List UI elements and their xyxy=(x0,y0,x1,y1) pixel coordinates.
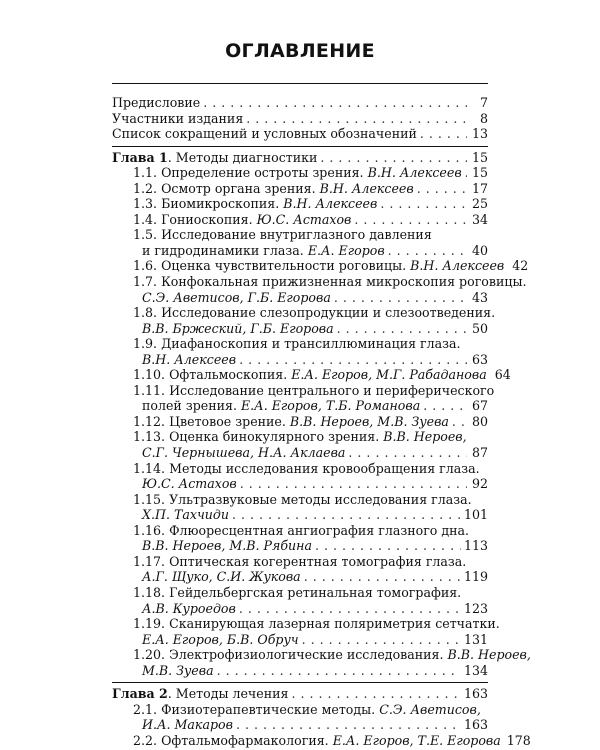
section-title: Офтальмоскопия. xyxy=(169,367,288,383)
front-matter xyxy=(112,95,488,142)
leader-dots xyxy=(217,663,461,679)
chapter-heading[interactable] xyxy=(112,150,488,166)
toc-entry-continuation[interactable] xyxy=(112,538,488,554)
toc-page-number: 8 xyxy=(479,110,488,126)
toc-page-number: 92 xyxy=(471,476,488,492)
section-author: М.В. Зуева xyxy=(142,662,214,678)
leader-dots xyxy=(465,165,467,181)
toc-page-number: 42 xyxy=(512,258,529,274)
section-number: 1.5. xyxy=(133,227,158,243)
section-author: В.В. Нероев, М.В. Зуева xyxy=(289,413,449,429)
chapter-title: . Методы лечения xyxy=(167,686,289,702)
toc-entry-continuation[interactable] xyxy=(112,445,488,461)
section-author: Е.А. Егоров, Б.В. Обруч xyxy=(142,631,299,647)
table-of-contents xyxy=(112,95,531,748)
toc-page-number: 178 xyxy=(506,732,531,748)
section-number: 1.3. xyxy=(133,196,158,212)
section-number: 1.15. xyxy=(133,491,166,507)
section-author: В.Н. Алексеев xyxy=(283,196,378,212)
section-title: Оценка чувствительности роговицы. xyxy=(161,258,407,274)
section-number: 1.20. xyxy=(133,647,166,663)
leader-dots xyxy=(315,538,461,554)
leader-dots xyxy=(348,445,467,461)
leader-dots xyxy=(354,212,467,228)
toc-entry[interactable] xyxy=(112,492,488,508)
section-author: С.Э. Аветисов, Г.Б. Егорова xyxy=(142,289,331,305)
chapter-label: Глава 2 xyxy=(112,686,168,702)
toc-entry[interactable] xyxy=(112,95,488,111)
section-title: Гейдельбергская ретинальная томография. xyxy=(169,584,462,600)
section-author: А.В. Куроедов xyxy=(142,600,236,616)
toc-page-number: 123 xyxy=(463,600,488,616)
section-author: Е.А. Егоров xyxy=(307,242,385,258)
leader-dots xyxy=(417,181,467,197)
leader-dots xyxy=(246,111,467,127)
section-title: Осмотр органа зрения. xyxy=(161,180,316,196)
section-title-cont: и гидродинамики глаза. xyxy=(142,242,304,258)
toc-entry-continuation[interactable] xyxy=(112,476,488,492)
section-title: Физиотерапевтические методы. xyxy=(161,701,376,717)
toc-entry-continuation[interactable] xyxy=(112,321,488,337)
toc-entry-continuation[interactable] xyxy=(112,569,488,585)
section-author: В.Н. Алексеев xyxy=(410,258,505,274)
leader-dots xyxy=(388,243,467,259)
toc-page-number: 113 xyxy=(463,538,488,554)
section-title: Конфокальная прижизненная микроскопия роговицы. xyxy=(161,274,527,290)
section-number: 1.1. xyxy=(133,165,158,181)
chapter-1 xyxy=(112,149,531,679)
title-divider xyxy=(112,83,488,84)
toc-entry[interactable] xyxy=(112,212,488,228)
toc-entry[interactable] xyxy=(112,367,511,383)
toc-entry-continuation[interactable] xyxy=(112,243,488,259)
toc-entry-title: Участники издания xyxy=(112,110,244,126)
toc-entry[interactable] xyxy=(112,382,495,399)
page-title: ОГЛАВЛЕНИЕ xyxy=(225,40,375,62)
section-author: Х.П. Тахчиди xyxy=(142,507,230,523)
toc-page-number: 13 xyxy=(471,126,488,142)
leader-dots xyxy=(203,95,467,111)
section-author: В.В. Нероев, М.В. Рябина xyxy=(142,538,312,554)
section-author: Е.А. Егоров, М.Г. Рабаданова xyxy=(291,367,487,383)
chapter-title: . Методы диагностики xyxy=(167,149,318,165)
toc-entry[interactable] xyxy=(112,702,488,718)
toc-entry[interactable] xyxy=(112,336,488,352)
toc-entry[interactable] xyxy=(112,305,496,321)
section-title: Офтальмофармакология. xyxy=(161,732,329,748)
leader-dots xyxy=(337,321,467,337)
toc-page-number: 15 xyxy=(471,165,488,181)
toc-entry[interactable] xyxy=(112,274,527,290)
toc-entry[interactable] xyxy=(112,126,488,142)
section-title-cont: полей зрения. xyxy=(142,398,237,414)
toc-entry-continuation[interactable] xyxy=(112,507,488,523)
section-author: Е.А. Егоров, Т.Е. Егорова xyxy=(332,732,501,748)
section-author: В.Н. Алексеев xyxy=(367,165,462,181)
toc-page-number: 87 xyxy=(471,445,488,461)
toc-entry[interactable] xyxy=(112,258,529,274)
section-number: 1.19. xyxy=(133,616,166,632)
toc-page-number: 163 xyxy=(463,717,488,733)
section-divider xyxy=(112,146,488,147)
toc-entry[interactable] xyxy=(112,111,488,127)
toc-page-number: 119 xyxy=(463,569,488,585)
toc-entry-continuation[interactable] xyxy=(112,717,488,733)
section-title: Диафаноскопия и трансиллюминация глаза. xyxy=(161,336,461,352)
section-number: 1.4. xyxy=(133,211,158,227)
toc-entry[interactable] xyxy=(112,414,488,430)
section-author: В.В. Нероев, xyxy=(383,429,467,445)
toc-entry-title: Список сокращений и условных обозначений xyxy=(112,126,417,142)
section-author: В.В. Нероев, xyxy=(447,647,531,663)
toc-page-number: 134 xyxy=(463,662,488,678)
leader-dots xyxy=(320,150,467,166)
leader-dots xyxy=(423,398,467,414)
section-title: Гониоскопия. xyxy=(161,211,253,227)
section-number: 1.9. xyxy=(133,336,158,352)
section-number: 1.16. xyxy=(133,522,166,538)
section-number: 1.10. xyxy=(133,367,166,383)
section-title: Определение остроты зрения. xyxy=(161,165,364,181)
section-number: 2.1. xyxy=(133,701,158,717)
section-number: 1.2. xyxy=(133,180,158,196)
leader-dots xyxy=(240,476,467,492)
toc-page-number: 34 xyxy=(471,211,488,227)
section-number: 1.7. xyxy=(133,274,158,290)
section-title: Флюоресцентная ангиография глазного дна. xyxy=(169,522,470,538)
toc-page-number: 163 xyxy=(463,686,488,702)
toc-entry[interactable] xyxy=(112,647,531,663)
section-number: 1.17. xyxy=(133,553,166,569)
toc-entry[interactable] xyxy=(112,165,488,181)
leader-dots xyxy=(302,632,461,648)
section-number: 1.6. xyxy=(133,258,158,274)
section-title: Исследование слезопродукции и слезоотведения. xyxy=(161,305,496,321)
toc-entry[interactable] xyxy=(112,227,488,243)
toc-entry[interactable] xyxy=(112,616,500,632)
section-title: Биомикроскопия. xyxy=(161,196,280,212)
toc-entry-continuation[interactable] xyxy=(112,352,488,368)
section-title: Цветовое зрение. xyxy=(169,413,286,429)
toc-page-number: 7 xyxy=(479,95,488,110)
section-author: И.А. Макаров xyxy=(142,717,233,733)
chapter-heading[interactable] xyxy=(112,686,488,702)
toc-page-number: 43 xyxy=(471,289,488,305)
toc-entry[interactable] xyxy=(112,554,488,570)
toc-page-number: 15 xyxy=(471,149,488,165)
toc-page-number: 40 xyxy=(471,242,488,258)
section-author: Е.А. Егоров, Т.Б. Романова xyxy=(240,398,421,414)
section-author: С.Э. Аветисов, xyxy=(379,701,481,717)
section-title: Оптическая когерентная томография глаза. xyxy=(169,553,467,569)
leader-dots xyxy=(380,196,467,212)
leader-dots xyxy=(452,414,467,430)
section-title: Ультразвуковые методы исследования глаза. xyxy=(169,491,472,507)
chapter-2 xyxy=(112,686,531,748)
toc-page-number: 80 xyxy=(471,413,488,429)
toc-entry-continuation[interactable] xyxy=(112,601,488,617)
section-title: Методы исследования кровообращения глаза. xyxy=(169,460,480,476)
leader-dots xyxy=(291,686,461,702)
section-title: Исследование центрального и периферического xyxy=(169,382,495,398)
section-divider xyxy=(112,682,488,683)
section-author: С.Г. Чернышева, Н.А. Аклаева xyxy=(142,445,346,461)
toc-page-number: 50 xyxy=(471,320,488,336)
leader-dots xyxy=(420,126,467,142)
leader-dots xyxy=(304,569,461,585)
section-author: А.Г. Щуко, С.И. Жукова xyxy=(142,569,301,585)
toc-entry-continuation[interactable] xyxy=(112,632,488,648)
toc-entry[interactable] xyxy=(112,181,488,197)
section-author: В.Н. Алексеев xyxy=(319,180,414,196)
leader-dots xyxy=(334,290,467,306)
section-number: 1.8. xyxy=(133,305,158,321)
toc-entry-title: Предисловие xyxy=(112,95,201,110)
section-number: 1.12. xyxy=(133,413,166,429)
toc-page-number: 64 xyxy=(494,367,511,383)
section-title: Сканирующая лазерная поляриметрия сетчатки. xyxy=(169,616,500,632)
toc-page-number: 131 xyxy=(463,631,488,647)
section-number: 1.18. xyxy=(133,584,166,600)
leader-dots xyxy=(236,717,461,733)
leader-dots xyxy=(232,507,461,523)
section-number: 1.13. xyxy=(133,429,166,445)
toc-page-number: 67 xyxy=(471,398,488,414)
section-title: Оценка бинокулярного зрения. xyxy=(169,429,380,445)
section-author: Ю.С. Астахов xyxy=(142,476,237,492)
section-author: В.Н. Алексеев xyxy=(142,351,237,367)
toc-entry[interactable] xyxy=(112,585,488,601)
toc-entry[interactable] xyxy=(112,732,531,749)
toc-page-number: 101 xyxy=(463,507,488,523)
toc-page-number: 25 xyxy=(471,196,488,212)
toc-page-number: 63 xyxy=(471,351,488,367)
toc-entry[interactable] xyxy=(112,429,488,445)
section-number: 1.14. xyxy=(133,460,166,476)
section-number: 2.2. xyxy=(133,732,158,748)
section-title: Электрофизиологические исследования. xyxy=(169,647,444,663)
toc-entry-continuation[interactable] xyxy=(112,398,488,414)
toc-page-number: 17 xyxy=(471,180,488,196)
toc-entry-continuation[interactable] xyxy=(112,290,488,306)
toc-entry[interactable] xyxy=(112,461,488,477)
section-author: В.В. Бржеский, Г.Б. Егорова xyxy=(142,320,334,336)
section-number: 1.11. xyxy=(133,382,166,398)
section-author: Ю.С. Астахов xyxy=(256,211,352,227)
chapter-label: Глава 1 xyxy=(112,149,168,165)
leader-dots xyxy=(239,601,461,617)
toc-entry[interactable] xyxy=(112,523,488,539)
leader-dots xyxy=(239,352,467,368)
section-title: Исследование внутриглазного давления xyxy=(161,227,432,243)
toc-entry-continuation[interactable] xyxy=(112,663,488,679)
toc-entry[interactable] xyxy=(112,196,488,212)
